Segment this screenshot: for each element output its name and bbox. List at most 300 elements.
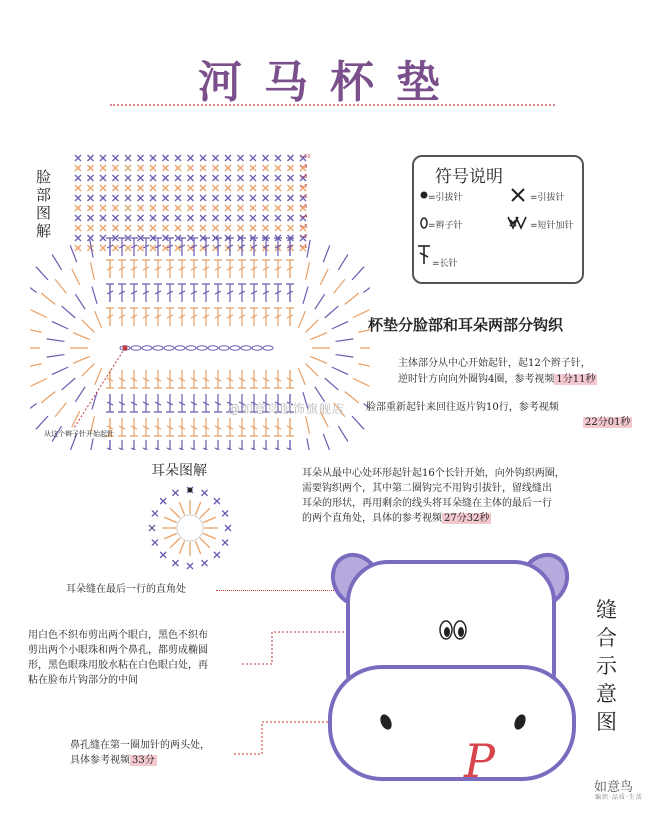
treble-stitch-mark — [238, 418, 246, 436]
treble-stitch-mark — [307, 438, 310, 450]
treble-stitch-mark — [178, 284, 186, 302]
x-stitch-mark — [175, 225, 181, 231]
x-stitch-mark — [150, 155, 156, 161]
x-stitch-mark — [288, 205, 294, 211]
x-stitch-mark — [100, 235, 106, 241]
treble-stitch-mark — [323, 434, 330, 450]
treble-stitch-mark — [238, 284, 246, 302]
treble-stitch-mark — [298, 368, 305, 385]
treble-stitch-mark — [190, 284, 198, 302]
treble-stitch-mark — [214, 284, 222, 302]
x-stitch-mark — [88, 215, 94, 221]
x-stitch-mark — [238, 155, 244, 161]
x-stitch-mark — [88, 165, 94, 171]
treble-stitch-mark — [306, 262, 310, 280]
treble-stitch-mark — [47, 339, 65, 342]
treble-stitch-mark — [92, 392, 97, 409]
ear-x-mark — [225, 525, 231, 531]
treble-stitch-mark — [320, 269, 328, 285]
legend-text-dot: =引拔针 — [428, 193, 463, 203]
x-stitch-icon — [512, 189, 524, 201]
oval-chain-icon — [421, 218, 427, 228]
x-stitch-mark — [150, 175, 156, 181]
treble-stitch-mark — [202, 370, 210, 388]
legend-text-chain: =辫子针 — [428, 221, 463, 231]
treble-stitch-mark — [353, 378, 369, 386]
ear-x-mark — [152, 540, 158, 546]
treble-stitch-mark — [214, 370, 222, 388]
treble-stitch-mark — [345, 293, 359, 304]
row-marker: ←4 — [300, 214, 308, 220]
x-stitch-mark — [213, 225, 219, 231]
treble-stitch-mark — [118, 394, 126, 412]
x-stitch-mark — [275, 215, 281, 221]
x-stitch-mark — [113, 185, 119, 191]
x-stitch-mark — [288, 215, 294, 221]
x-stitch-mark — [163, 215, 169, 221]
hippo-assembly-drawing — [326, 552, 576, 784]
watermark: @如意鸟服饰旗舰店 — [228, 402, 346, 416]
treble-stitch-mark — [166, 370, 174, 388]
treble-stitch-mark — [202, 394, 210, 412]
treble-stitch-mark — [336, 339, 354, 342]
x-stitch-mark — [213, 215, 219, 221]
chain-stitch-mark — [153, 346, 163, 350]
treble-stitch-mark — [190, 260, 198, 278]
treble-stitch-mark — [190, 394, 198, 412]
ear-treble-mark — [200, 508, 210, 518]
x-stitch-mark — [188, 175, 194, 181]
x-stitch-mark — [88, 185, 94, 191]
treble-stitch-mark — [202, 260, 210, 278]
treble-stitch-mark — [142, 418, 150, 436]
x-stitch-mark — [263, 165, 269, 171]
treble-stitch-mark — [154, 260, 162, 278]
row-marker: ←2 — [300, 234, 308, 240]
x-stitch-mark — [200, 185, 206, 191]
treble-stitch-mark — [62, 378, 76, 390]
x-stitch-mark — [200, 175, 206, 181]
x-stitch-mark — [75, 165, 81, 171]
treble-stitch-mark — [262, 308, 270, 326]
x-stitch-mark — [100, 195, 106, 201]
x-stitch-mark — [225, 175, 231, 181]
x-stitch-mark — [275, 155, 281, 161]
treble-stitch-mark — [250, 284, 258, 302]
x-stitch-mark — [288, 185, 294, 191]
treble-stitch-mark — [154, 394, 162, 412]
x-stitch-mark — [113, 215, 119, 221]
treble-stitch-mark — [226, 440, 234, 450]
x-stitch-mark — [238, 185, 244, 191]
x-stitch-mark — [138, 245, 144, 251]
treble-stitch-mark — [62, 306, 76, 318]
treble-stitch-mark — [190, 440, 198, 450]
treble-stitch-mark — [178, 440, 186, 450]
treble-stitch-mark — [262, 284, 270, 302]
treble-stitch-mark — [274, 418, 282, 436]
x-stitch-mark — [200, 225, 206, 231]
brand-name: 如意鸟 — [594, 780, 634, 795]
treble-stitch-mark — [202, 284, 210, 302]
x-stitch-mark — [288, 225, 294, 231]
treble-stitch-mark — [336, 355, 354, 358]
treble-stitch-mark — [363, 282, 370, 293]
x-stitch-mark — [263, 205, 269, 211]
x-stitch-mark — [113, 165, 119, 171]
treble-stitch-mark — [130, 284, 138, 302]
ear-treble-mark — [203, 517, 216, 522]
row-marker: ←1 — [300, 244, 308, 250]
x-stitch-mark — [263, 185, 269, 191]
treble-stitch-mark — [130, 440, 138, 450]
treble-stitch-mark — [303, 287, 308, 304]
x-stitch-mark — [225, 165, 231, 171]
nose-note-line-2 — [70, 753, 157, 768]
treble-stitch-mark — [332, 321, 348, 328]
treble-stitch-mark — [226, 308, 234, 326]
x-stitch-mark — [200, 205, 206, 211]
treble-stitch-mark — [118, 284, 126, 302]
row-marker: ←3 — [300, 224, 308, 230]
x-stitch-mark — [275, 165, 281, 171]
x-stitch-mark — [150, 225, 156, 231]
main-paragraph-line-2-text: 逆时针方向向外圈钩4圈，参考视频 — [398, 374, 555, 385]
treble-stitch-mark — [298, 311, 305, 328]
x-stitch-mark — [175, 205, 181, 211]
treble-stitch-mark — [353, 310, 369, 318]
treble-stitch-mark — [118, 440, 126, 450]
treble-stitch-mark — [274, 370, 282, 388]
treble-stitch-mark — [73, 356, 90, 363]
treble-stitch-mark — [166, 308, 174, 326]
row-marker: ←5 — [300, 204, 308, 210]
nose-note-line-1: 鼻孔缝在第一圈加针的两头处， — [70, 740, 210, 751]
treble-stitch-mark — [250, 370, 258, 388]
x-stitch-mark — [200, 165, 206, 171]
x-stitch-mark — [150, 195, 156, 201]
x-stitch-mark — [100, 245, 106, 251]
treble-stitch-mark — [41, 293, 55, 304]
ear-x-mark — [160, 498, 166, 504]
legend-text-x: =引拔针 — [530, 193, 565, 203]
treble-stitch-mark — [332, 367, 348, 374]
x-stitch-mark — [238, 215, 244, 221]
x-stitch-mark — [88, 205, 94, 211]
x-stitch-mark — [275, 175, 281, 181]
x-stitch-mark — [263, 215, 269, 221]
x-stitch-mark — [88, 175, 94, 181]
x-stitch-mark — [75, 195, 81, 201]
treble-stitch-mark — [36, 416, 48, 429]
treble-stitch-mark — [142, 308, 150, 326]
eyes-note-line-2: 剪出两个小眼珠和两个鼻孔，都剪成椭圆 — [28, 645, 208, 656]
x-stitch-mark — [188, 215, 194, 221]
treble-stitch-mark — [166, 440, 174, 450]
x-stitch-mark — [150, 165, 156, 171]
ear-treble-mark — [170, 538, 180, 548]
x-stitch-mark — [263, 175, 269, 181]
legend-text-increase: =短针加针 — [530, 221, 574, 231]
x-stitch-mark — [213, 155, 219, 161]
x-stitch-mark — [188, 195, 194, 201]
treble-stitch-mark — [142, 440, 150, 450]
chain-stitch-mark — [219, 346, 229, 350]
assembly-diagram-label: 缝合示意图 — [596, 598, 617, 734]
x-stitch-mark — [163, 165, 169, 171]
x-stitch-mark — [75, 215, 81, 221]
treble-stitch-mark — [238, 440, 246, 450]
brand-logo-mark: P — [464, 734, 495, 788]
x-stitch-mark — [250, 195, 256, 201]
treble-stitch-mark — [90, 262, 94, 280]
treble-stitch-mark — [250, 260, 258, 278]
ear-treble-mark — [164, 517, 177, 522]
treble-stitch-mark — [95, 311, 102, 328]
treble-stitch-mark — [166, 284, 174, 302]
x-stitch-mark — [175, 175, 181, 181]
treble-stitch-mark — [274, 308, 282, 326]
row-marker: ←7 — [300, 184, 308, 190]
eyes-note-line-1: 用白色不织布剪出两个眼白，黑色不织布 — [28, 630, 208, 641]
treble-stitch-icon — [418, 246, 430, 264]
chain-stitch-mark — [230, 346, 240, 350]
legend-text-treble: =长针 — [432, 259, 458, 269]
treble-stitch-mark — [202, 418, 210, 436]
ear-leader-line — [216, 590, 334, 591]
x-stitch-mark — [113, 175, 119, 181]
x-stitch-mark — [113, 195, 119, 201]
x-stitch-mark — [88, 195, 94, 201]
treble-stitch-mark — [154, 418, 162, 436]
treble-stitch-mark — [166, 394, 174, 412]
x-stitch-mark — [225, 205, 231, 211]
treble-stitch-mark — [75, 294, 85, 309]
treble-stitch-mark — [190, 308, 198, 326]
treble-stitch-mark — [142, 260, 150, 278]
ear-treble-mark — [164, 533, 177, 538]
treble-stitch-mark — [31, 310, 47, 318]
x-stitch-mark — [150, 215, 156, 221]
x-stitch-mark — [100, 225, 106, 231]
treble-stitch-mark — [202, 308, 210, 326]
x-stitch-mark — [163, 205, 169, 211]
x-stitch-mark — [200, 195, 206, 201]
x-stitch-mark — [75, 205, 81, 211]
x-stitch-mark — [75, 235, 81, 241]
ear-sew-note: 耳朵缝在最后一行的直角处 — [66, 584, 186, 595]
x-stitch-mark — [175, 185, 181, 191]
x-stitch-mark — [213, 185, 219, 191]
title-divider — [110, 104, 555, 106]
treble-stitch-mark — [262, 418, 270, 436]
x-stitch-mark — [213, 175, 219, 181]
x-stitch-mark — [213, 165, 219, 171]
treble-stitch-mark — [310, 356, 327, 363]
treble-stitch-mark — [178, 394, 186, 412]
treble-stitch-mark — [178, 308, 186, 326]
treble-stitch-mark — [30, 282, 37, 293]
treble-stitch-mark — [274, 260, 282, 278]
treble-stitch-mark — [262, 260, 270, 278]
treble-stitch-mark — [82, 320, 95, 333]
x-stitch-mark — [275, 195, 281, 201]
chain-stitch-mark — [164, 346, 174, 350]
treble-stitch-mark — [41, 392, 55, 403]
x-stitch-mark — [113, 245, 119, 251]
treble-stitch-mark — [325, 306, 339, 318]
filled-dot-icon — [421, 192, 428, 199]
treble-stitch-mark — [55, 279, 66, 293]
x-stitch-mark — [100, 205, 106, 211]
eyes-note-line-4: 粘在脸布片钩部分的中间 — [28, 675, 138, 686]
treble-stitch-mark — [238, 370, 246, 388]
x-stitch-mark — [88, 225, 94, 231]
x-stitch-mark — [225, 155, 231, 161]
x-stitch-mark — [225, 225, 231, 231]
ear-x-mark — [202, 490, 208, 496]
treble-stitch-mark — [274, 284, 282, 302]
treble-stitch-mark — [118, 308, 126, 326]
treble-stitch-mark — [142, 394, 150, 412]
treble-stitch-mark — [92, 287, 97, 304]
x-stitch-mark — [113, 225, 119, 231]
ear-x-mark — [152, 510, 158, 516]
v-increase-icon — [508, 217, 526, 228]
ear-treble-mark — [179, 541, 184, 554]
legend-title: 符号说明 — [435, 167, 503, 187]
ear-crochet-chart — [140, 478, 240, 578]
treble-stitch-mark — [250, 418, 258, 436]
ear-x-mark — [160, 552, 166, 558]
ear-text-line-4 — [302, 511, 491, 526]
ear-treble-mark — [195, 502, 200, 515]
ear-diagram-title: 耳朵图解 — [151, 463, 207, 479]
x-stitch-mark — [263, 155, 269, 161]
treble-stitch-mark — [95, 368, 102, 385]
x-stitch-mark — [163, 185, 169, 191]
treble-stitch-mark — [70, 245, 77, 262]
x-stitch-mark — [125, 245, 131, 251]
x-stitch-mark — [163, 225, 169, 231]
x-stitch-mark — [188, 245, 194, 251]
treble-stitch-mark — [315, 294, 325, 309]
ear-x-mark — [172, 490, 178, 496]
treble-stitch-mark — [214, 308, 222, 326]
x-stitch-mark — [288, 155, 294, 161]
treble-stitch-mark — [52, 367, 68, 374]
eyes-note-line-3: 形，黑色眼珠用胶水粘在白色眼白处，再 — [28, 660, 208, 671]
ear-x-mark — [149, 525, 155, 531]
x-stitch-mark — [188, 165, 194, 171]
treble-stitch-mark — [130, 308, 138, 326]
hippo-muzzle-shape — [330, 667, 574, 779]
chain-stitch-mark — [175, 346, 185, 350]
x-stitch-mark — [75, 175, 81, 181]
treble-stitch-mark — [55, 403, 66, 417]
treble-stitch-mark — [130, 370, 138, 388]
x-stitch-mark — [188, 155, 194, 161]
treble-stitch-mark — [226, 284, 234, 302]
treble-stitch-mark — [250, 440, 258, 450]
treble-stitch-mark — [214, 440, 222, 450]
x-stitch-mark — [113, 205, 119, 211]
treble-stitch-mark — [154, 308, 162, 326]
treble-stitch-mark — [47, 355, 65, 358]
x-stitch-mark — [275, 185, 281, 191]
x-stitch-mark — [138, 185, 144, 191]
treble-stitch-mark — [90, 438, 93, 450]
treble-stitch-mark — [30, 403, 37, 414]
video-time-1: 1分11秒 — [556, 374, 596, 385]
treble-stitch-mark — [72, 269, 80, 285]
treble-stitch-mark — [82, 364, 95, 377]
x-stitch-mark — [100, 165, 106, 171]
x-stitch-mark — [125, 175, 131, 181]
chain-stitch-mark — [208, 346, 218, 350]
x-stitch-mark — [163, 175, 169, 181]
treble-stitch-mark — [238, 308, 246, 326]
x-stitch-mark — [138, 165, 144, 171]
x-stitch-mark — [125, 215, 131, 221]
main-paragraph-line-1: 主体部分从中心开始起针，起12个辫子针， — [398, 358, 591, 369]
x-stitch-mark — [88, 155, 94, 161]
treble-stitch-mark — [338, 426, 347, 441]
treble-stitch-mark — [142, 284, 150, 302]
video-time-4: 33分 — [132, 755, 155, 766]
x-stitch-mark — [200, 215, 206, 221]
treble-stitch-mark — [238, 260, 246, 278]
ear-slip-dot-mark — [188, 488, 193, 493]
x-stitch-mark — [138, 205, 144, 211]
treble-stitch-mark — [190, 418, 198, 436]
x-stitch-mark — [125, 195, 131, 201]
x-stitch-mark — [100, 175, 106, 181]
x-stitch-mark — [100, 155, 106, 161]
ear-treble-mark — [170, 508, 180, 518]
treble-stitch-mark — [118, 418, 126, 436]
treble-stitch-mark — [190, 370, 198, 388]
video-time-2-text: 22分01秒 — [585, 417, 631, 428]
x-stitch-mark — [263, 195, 269, 201]
x-stitch-mark — [288, 165, 294, 171]
video-time-2 — [583, 415, 632, 430]
ear-treble-mark — [195, 541, 200, 554]
treble-stitch-mark — [214, 260, 222, 278]
main-paragraph-line-3: 脸部重新起针来回往返片钩10行，参考视频 — [366, 402, 559, 413]
treble-stitch-mark — [130, 418, 138, 436]
x-stitch-mark — [188, 205, 194, 211]
x-stitch-mark — [125, 185, 131, 191]
row-marker: ←8 — [300, 174, 308, 180]
main-paragraph-line-2 — [398, 372, 597, 387]
treble-stitch-mark — [274, 440, 282, 450]
x-stitch-mark — [238, 225, 244, 231]
x-stitch-mark — [275, 225, 281, 231]
chain-stitch-mark — [241, 346, 251, 350]
treble-stitch-mark — [262, 440, 270, 450]
treble-stitch-mark — [154, 370, 162, 388]
ear-center-ring — [177, 515, 203, 541]
ear-x-mark — [187, 563, 193, 569]
x-stitch-mark — [250, 205, 256, 211]
treble-stitch-mark — [262, 370, 270, 388]
ear-text-line-4-text: 的两个直角处，具体的参考视频 — [302, 513, 442, 524]
treble-stitch-mark — [338, 254, 347, 269]
x-stitch-mark — [188, 185, 194, 191]
ear-x-mark — [214, 498, 220, 504]
treble-stitch-mark — [154, 284, 162, 302]
